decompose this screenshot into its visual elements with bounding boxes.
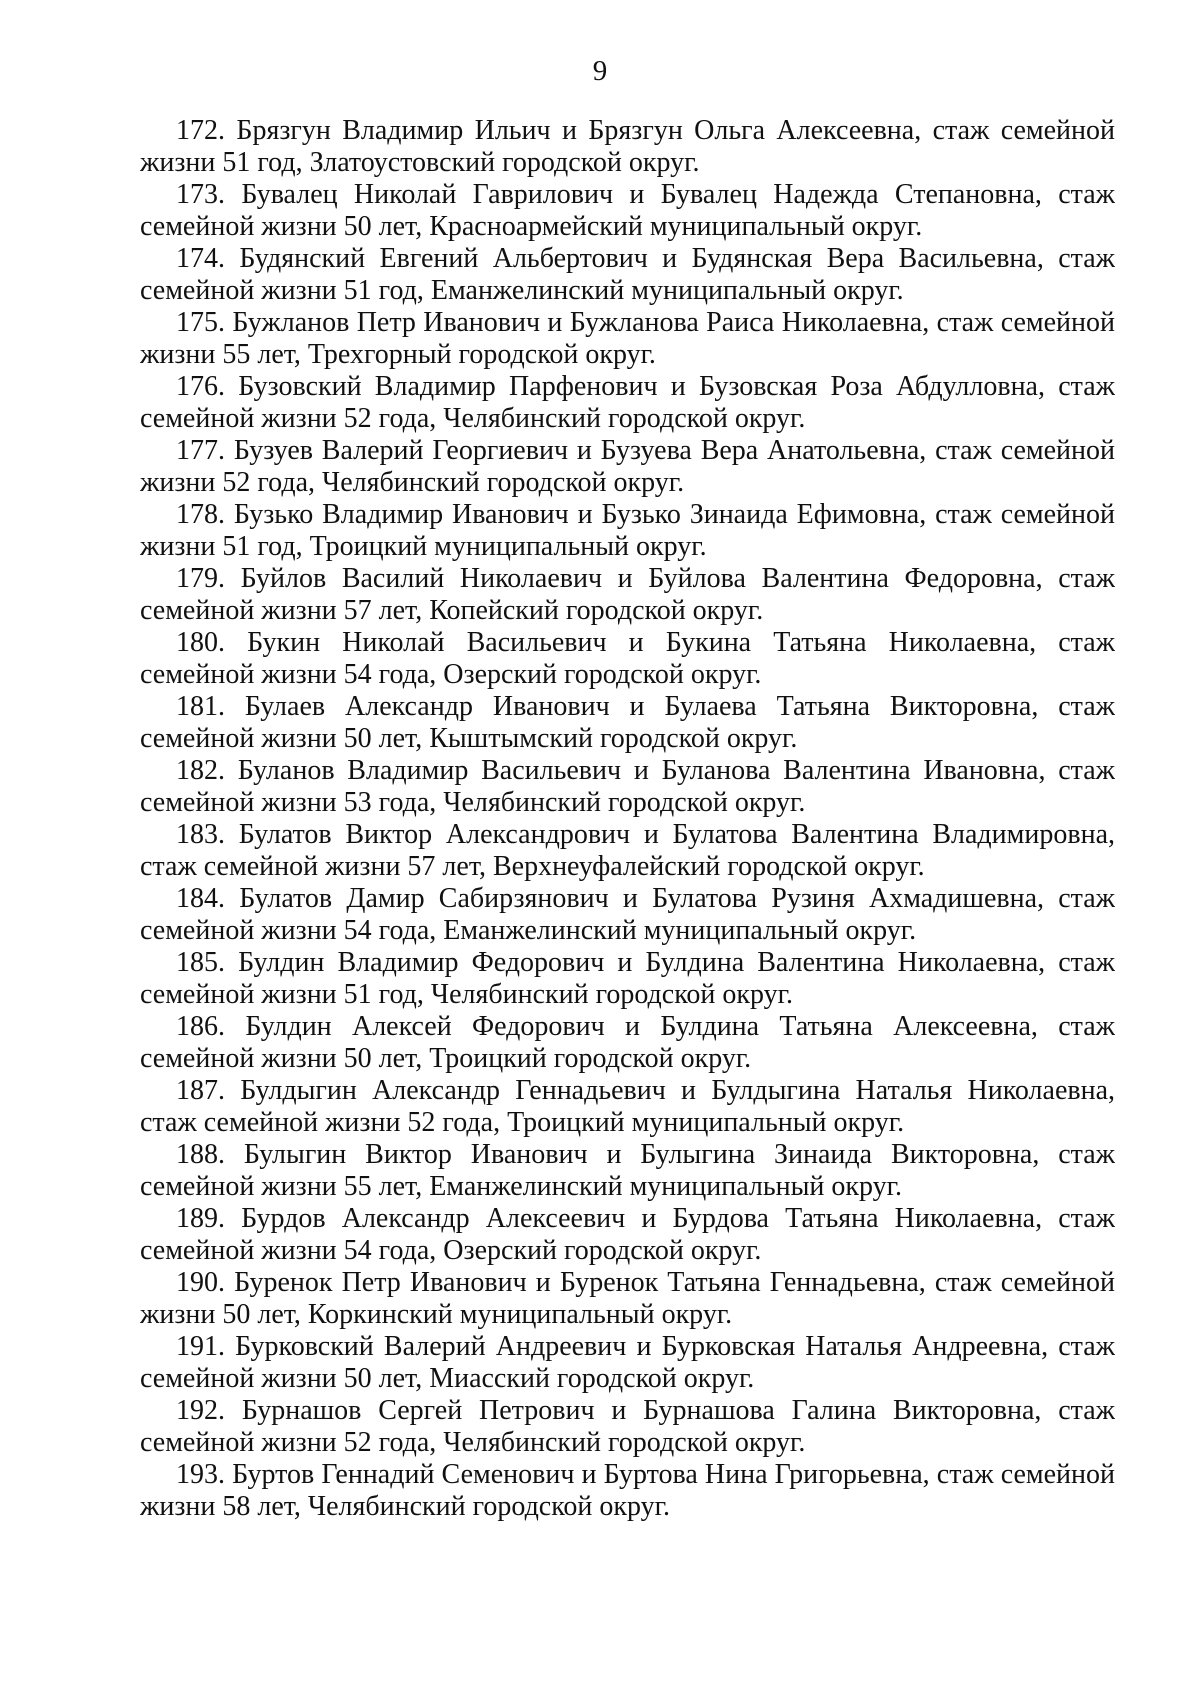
list-item <box>140 883 1115 947</box>
entry-number: 192. <box>176 1395 225 1426</box>
entry-text: Буртов Геннадий Семенович и Буртова Нина Григорьевна, стаж семейной жизни 58 лет, Челябинский городской округ. <box>140 1459 1115 1522</box>
entry-number: 181. <box>176 691 225 722</box>
entry-text: Булатов Виктор Александрович и Булатова Валентина Владимировна, стаж семейной жизни 57 лет, Верхнеуфалейский городской округ. <box>140 819 1115 882</box>
entry-text: Букин Николай Васильевич и Букина Татьяна Николаевна, стаж семейной жизни 54 года, Озерский городской округ. <box>140 627 1115 690</box>
entry-number: 193. <box>176 1459 225 1490</box>
list-item <box>140 1075 1115 1139</box>
list-item <box>140 243 1115 307</box>
entry-text: Булдыгин Александр Геннадьевич и Булдыгина Наталья Николаевна, стаж семейной жизни 52 года, Троицкий муниципальный округ. <box>140 1075 1115 1138</box>
page-number: 9 <box>592 55 608 87</box>
list-item <box>140 1331 1115 1395</box>
list-item <box>140 1139 1115 1203</box>
entry-number: 186. <box>176 1011 225 1042</box>
list-item <box>140 947 1115 1011</box>
entry-number: 191. <box>176 1331 225 1362</box>
list-item <box>140 371 1115 435</box>
entry-text: Булыгин Виктор Иванович и Булыгина Зинаида Викторовна, стаж семейной жизни 55 лет, Еманжелинский муниципальный округ. <box>140 1139 1115 1202</box>
list-item <box>140 819 1115 883</box>
entry-number: 188. <box>176 1139 225 1170</box>
entry-text: Бужланов Петр Иванович и Бужланова Раиса Николаевна, стаж семейной жизни 55 лет, Трехгорный городской округ. <box>140 307 1115 370</box>
list-item <box>140 435 1115 499</box>
entry-text: Бурнашов Сергей Петрович и Бурнашова Галина Викторовна, стаж семейной жизни 52 года, Челябинский городской округ. <box>140 1395 1115 1458</box>
entry-number: 175. <box>176 307 225 338</box>
entry-text: Буренок Петр Иванович и Буренок Татьяна Геннадьевна, стаж семейной жизни 50 лет, Коркинский муниципальный округ. <box>140 1267 1115 1330</box>
entry-text: Бурдов Александр Алексеевич и Бурдова Татьяна Николаевна, стаж семейной жизни 54 года, Озерский городской округ. <box>140 1203 1115 1266</box>
entry-text: Бурковский Валерий Андреевич и Бурковская Наталья Андреевна, стаж семейной жизни 50 лет, Миасский городской округ. <box>140 1331 1115 1394</box>
entry-text: Бузько Владимир Иванович и Бузько Зинаида Ефимовна, стаж семейной жизни 51 год, Троицкий муниципальный округ. <box>140 499 1115 562</box>
entry-number: 179. <box>176 563 225 594</box>
list-item <box>140 1011 1115 1075</box>
entry-text: Буйлов Василий Николаевич и Буйлова Валентина Федоровна, стаж семейной жизни 57 лет, Копейский городской округ. <box>140 563 1115 626</box>
entry-text: Брязгун Владимир Ильич и Брязгун Ольга Алексеевна, стаж семейной жизни 51 год, Златоустовский городской округ. <box>140 115 1115 178</box>
entry-number: 183. <box>176 819 225 850</box>
entry-text: Булатов Дамир Сабирзянович и Булатова Рузиня Ахмадишевна, стаж семейной жизни 54 года, Еманжелинский муниципальный округ. <box>140 883 1115 946</box>
entry-text: Бувалец Николай Гаврилович и Бувалец Надежда Степановна, стаж семейной жизни 50 лет, Красноармейский муниципальный округ. <box>140 179 1115 242</box>
entry-number: 182. <box>176 755 225 786</box>
entry-text: Булаев Александр Иванович и Булаева Татьяна Викторовна, стаж семейной жизни 50 лет, Кыштымский городской округ. <box>140 691 1115 754</box>
entry-number: 190. <box>176 1267 225 1298</box>
entry-number: 187. <box>176 1075 225 1106</box>
list-item <box>140 691 1115 755</box>
list-item <box>140 307 1115 371</box>
entry-number: 176. <box>176 371 225 402</box>
entry-number: 184. <box>176 883 225 914</box>
entry-text: Булдин Владимир Федорович и Булдина Валентина Николаевна, стаж семейной жизни 51 год, Челябинский городской округ. <box>140 947 1115 1010</box>
list-item <box>140 179 1115 243</box>
list-item <box>140 1267 1115 1331</box>
entry-text: Бузуев Валерий Георгиевич и Бузуева Вера Анатольевна, стаж семейной жизни 52 года, Челябинский городской округ. <box>140 435 1115 498</box>
list-item <box>140 563 1115 627</box>
entry-number: 174. <box>176 243 225 274</box>
list-item <box>140 755 1115 819</box>
list-item <box>140 1203 1115 1267</box>
entry-text: Будянский Евгений Альбертович и Будянская Вера Васильевна, стаж семейной жизни 51 год, Еманжелинский муниципальный округ. <box>140 243 1115 306</box>
list-item <box>140 627 1115 691</box>
list-item <box>140 499 1115 563</box>
entry-number: 173. <box>176 179 225 210</box>
entry-number: 180. <box>176 627 225 658</box>
entry-number: 172. <box>176 115 225 146</box>
entry-number: 185. <box>176 947 225 978</box>
list-item <box>140 1459 1115 1523</box>
entry-number: 189. <box>176 1203 225 1234</box>
list-item <box>140 1395 1115 1459</box>
entry-number: 178. <box>176 499 225 530</box>
entry-text: Буланов Владимир Васильевич и Буланова Валентина Ивановна, стаж семейной жизни 53 года, Челябинский городской округ. <box>140 755 1115 818</box>
list-item <box>140 115 1115 179</box>
entry-text: Булдин Алексей Федорович и Булдина Татьяна Алексеевна, стаж семейной жизни 50 лет, Троицкий городской округ. <box>140 1011 1115 1074</box>
entry-list <box>140 115 1115 1523</box>
entry-number: 177. <box>176 435 225 466</box>
entry-text: Бузовский Владимир Парфенович и Бузовская Роза Абдулловна, стаж семейной жизни 52 года, Челябинский городской округ. <box>140 371 1115 434</box>
